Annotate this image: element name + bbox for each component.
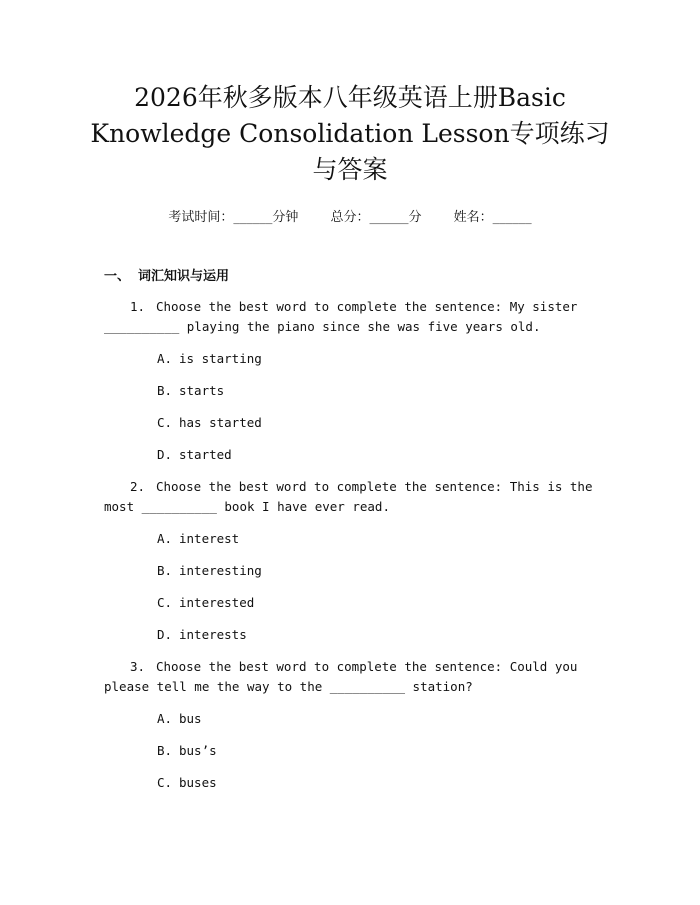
exam-time: 考试时间：______分钟 — [168, 210, 299, 225]
option-letter: C. — [157, 415, 173, 430]
title-line-1: 2026年秋多版本八年级英语上册Basic — [134, 83, 566, 112]
question-1 — [104, 297, 604, 337]
option-letter: D. — [157, 627, 173, 642]
question-2-option-a — [157, 531, 239, 546]
question-3-option-b — [157, 743, 217, 758]
option-text: interesting — [179, 563, 262, 578]
question-2-option-d — [157, 627, 247, 642]
question-3-option-a — [157, 711, 202, 726]
option-text: bus’s — [179, 743, 217, 758]
question-1-option-a — [157, 351, 262, 366]
option-letter: A. — [157, 711, 173, 726]
question-3 — [104, 657, 604, 697]
question-number: 3. — [130, 659, 146, 674]
question-2 — [104, 477, 604, 517]
question-text: Choose the best word to complete the sentence: This is the most __________ book I have ever read. — [104, 479, 593, 514]
option-letter: B. — [157, 563, 173, 578]
option-letter: C. — [157, 775, 173, 790]
option-text: is starting — [179, 351, 262, 366]
section-title: 词汇知识与运用 — [138, 269, 230, 284]
title-line-2: Knowledge Consolidation Lesson专项练习 — [90, 119, 610, 148]
question-number: 1. — [130, 299, 146, 314]
title-line-3: 与答案 — [312, 155, 388, 184]
question-3-option-c — [157, 775, 217, 790]
question-text: Choose the best word to complete the sentence: Could you please tell me the way to the __________ station? — [104, 659, 578, 694]
question-2-option-c — [157, 595, 254, 610]
question-1-option-c — [157, 415, 262, 430]
exam-score: 总分：______分 — [330, 210, 422, 225]
option-text: interests — [179, 627, 247, 642]
section-number: 一、 — [104, 269, 131, 284]
option-text: started — [179, 447, 232, 462]
option-text: interested — [179, 595, 255, 610]
question-2-option-b — [157, 563, 262, 578]
option-text: has started — [179, 415, 262, 430]
question-1-option-b — [157, 383, 224, 398]
option-text: bus — [179, 711, 202, 726]
question-number: 2. — [130, 479, 146, 494]
option-letter: C. — [157, 595, 173, 610]
option-letter: D. — [157, 447, 173, 462]
option-text: interest — [179, 531, 240, 546]
question-text: Choose the best word to complete the sentence: My sister __________ playing the piano since she was five years old. — [104, 299, 578, 334]
exam-name: 姓名：______ — [453, 210, 532, 225]
option-text: buses — [179, 775, 217, 790]
option-letter: B. — [157, 383, 173, 398]
option-letter: A. — [157, 531, 173, 546]
section-heading — [104, 265, 229, 284]
option-letter: A. — [157, 351, 173, 366]
option-letter: B. — [157, 743, 173, 758]
option-text: starts — [179, 383, 225, 398]
question-1-option-d — [157, 447, 232, 462]
exam-info — [0, 206, 700, 225]
document-title — [60, 80, 640, 188]
